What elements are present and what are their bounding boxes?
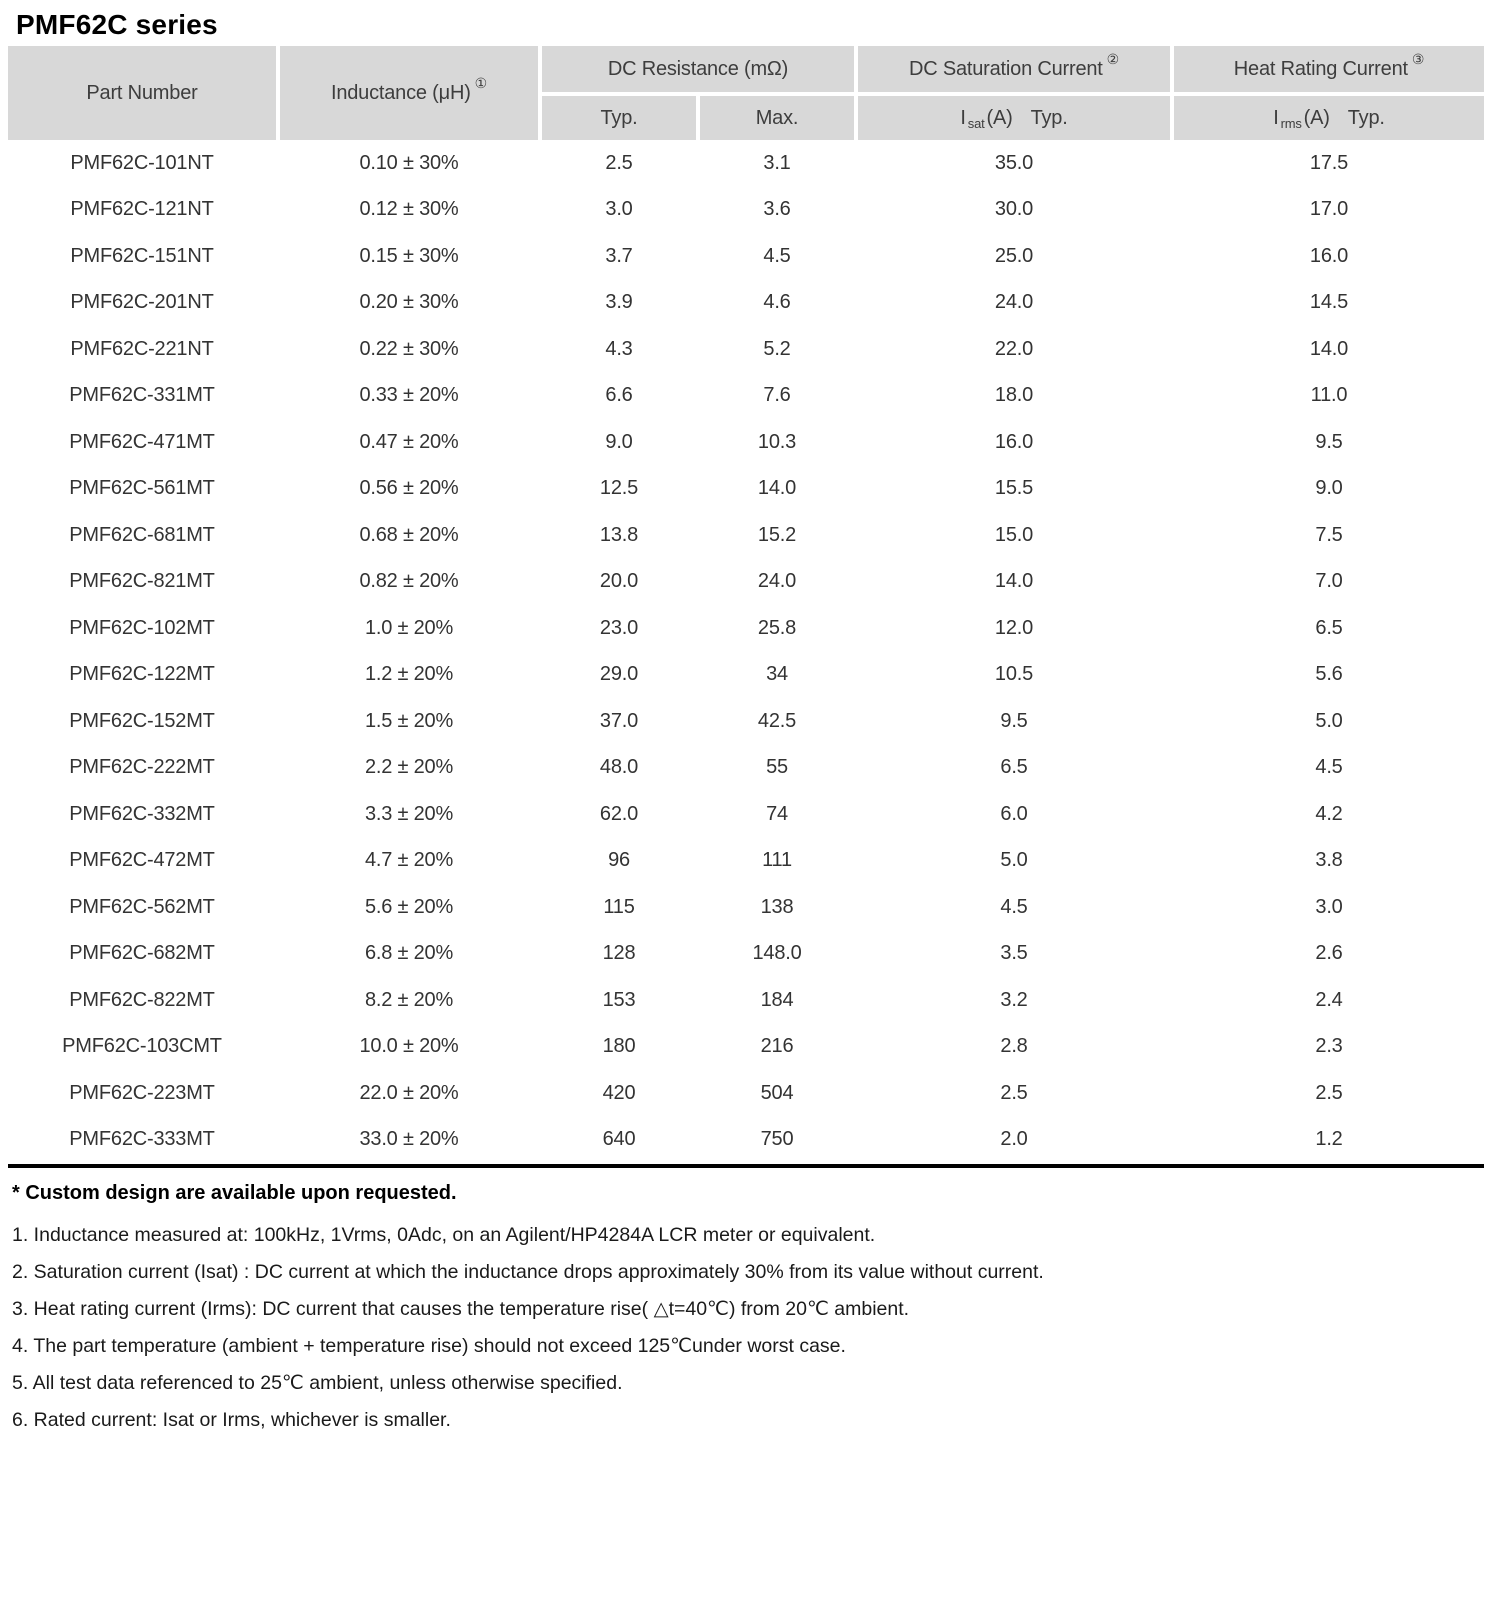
cell-max: 504 <box>760 1081 794 1104</box>
table-row <box>8 605 1484 652</box>
table-row <box>8 791 1484 838</box>
cell-inductance: 5.6 ± 20% <box>364 895 454 918</box>
table-row <box>8 280 1484 327</box>
isat-typ-label: Typ. <box>1030 106 1068 129</box>
table-row <box>8 1024 1484 1071</box>
header-heat-rating-label: Heat Rating Current <box>1233 57 1408 80</box>
cell-isat: 4.5 <box>1000 895 1028 918</box>
cell-inductance: 0.82 ± 20% <box>359 570 459 593</box>
cell-inductance: 2.2 ± 20% <box>364 756 454 779</box>
cell-max: 4.6 <box>763 291 791 314</box>
cell-part: PMF62C-561MT <box>69 477 215 500</box>
cell-irms: 2.3 <box>1315 1035 1343 1058</box>
cell-part: PMF62C-682MT <box>69 942 215 965</box>
cell-irms: 11.0 <box>1310 384 1348 407</box>
cell-irms: 9.5 <box>1315 430 1343 453</box>
custom-design-note: * Custom design are available upon requested. <box>12 1182 457 1204</box>
cell-inductance: 4.7 ± 20% <box>364 849 454 872</box>
cell-inductance: 10.0 ± 20% <box>359 1035 459 1058</box>
table-bottom-rule <box>8 1164 1484 1168</box>
note-line: 3. Heat rating current (Irms): DC current that causes the temperature rise( △t=40℃) from 20℃ ambient. <box>12 1298 910 1320</box>
cell-typ: 48.0 <box>599 756 639 779</box>
cell-irms: 2.4 <box>1315 988 1343 1011</box>
cell-typ: 180 <box>602 1035 636 1058</box>
header-dc-saturation-label: DC Saturation Current <box>908 57 1103 80</box>
isat-unit: (A) <box>986 106 1013 129</box>
cell-part: PMF62C-471MT <box>69 430 215 453</box>
table-row <box>8 698 1484 745</box>
header-dc-resistance-label: DC Resistance (mΩ) <box>607 57 789 80</box>
table-row <box>8 884 1484 931</box>
header-part-number <box>8 46 276 140</box>
cell-max: 10.3 <box>757 430 797 453</box>
table-row <box>8 559 1484 606</box>
cell-irms: 5.6 <box>1315 663 1343 686</box>
cell-isat: 3.2 <box>1000 988 1028 1011</box>
cell-inductance: 1.0 ± 20% <box>364 616 454 639</box>
cell-irms: 4.5 <box>1315 756 1343 779</box>
header-max <box>700 96 854 140</box>
cell-typ: 420 <box>602 1081 636 1104</box>
header-irms <box>1174 96 1484 140</box>
cell-max: 3.1 <box>763 151 791 174</box>
cell-typ: 3.7 <box>605 244 633 267</box>
cell-isat: 6.0 <box>1000 802 1028 825</box>
table-row <box>8 466 1484 513</box>
cell-typ: 29.0 <box>599 663 639 686</box>
cell-typ: 3.0 <box>605 198 633 221</box>
cell-max: 5.2 <box>763 337 791 360</box>
cell-irms: 6.5 <box>1315 616 1343 639</box>
table-row <box>8 745 1484 792</box>
cell-part: PMF62C-822MT <box>69 988 215 1011</box>
table-row <box>8 419 1484 466</box>
table-row <box>8 373 1484 420</box>
header-max-label: Max. <box>755 106 799 129</box>
cell-isat: 24.0 <box>994 291 1034 314</box>
isat-symbol: I <box>960 106 966 129</box>
cell-max: 750 <box>760 1128 794 1151</box>
cell-irms: 3.8 <box>1315 849 1343 872</box>
cell-inductance: 1.2 ± 20% <box>364 663 454 686</box>
irms-typ-label: Typ. <box>1347 106 1385 129</box>
cell-isat: 25.0 <box>994 244 1034 267</box>
cell-isat: 10.5 <box>994 663 1034 686</box>
cell-inductance: 0.33 ± 20% <box>359 384 459 407</box>
cell-part: PMF62C-562MT <box>69 895 215 918</box>
cell-max: 138 <box>760 895 794 918</box>
cell-inductance: 22.0 ± 20% <box>359 1081 459 1104</box>
cell-max: 111 <box>762 849 792 872</box>
footnotes <box>10 1182 1502 1439</box>
cell-isat: 14.0 <box>994 570 1034 593</box>
cell-part: PMF62C-332MT <box>69 802 215 825</box>
cell-irms: 9.0 <box>1315 477 1343 500</box>
cell-isat: 9.5 <box>1000 709 1028 732</box>
cell-isat: 15.0 <box>994 523 1034 546</box>
cell-part: PMF62C-101NT <box>70 151 214 174</box>
table-row <box>8 1117 1484 1164</box>
cell-typ: 20.0 <box>599 570 639 593</box>
cell-max: 4.5 <box>763 244 791 267</box>
cell-max: 7.6 <box>763 384 791 407</box>
cell-isat: 12.0 <box>994 616 1034 639</box>
cell-typ: 115 <box>603 895 635 918</box>
header-inductance-label: Inductance (μH) <box>330 81 471 104</box>
cell-isat: 30.0 <box>994 198 1034 221</box>
cell-isat: 2.0 <box>1000 1128 1028 1151</box>
cell-inductance: 6.8 ± 20% <box>364 942 454 965</box>
cell-typ: 6.6 <box>605 384 633 407</box>
cell-part: PMF62C-102MT <box>69 616 215 639</box>
page-title: PMF62C series <box>16 9 218 40</box>
cell-irms: 16.0 <box>1309 244 1349 267</box>
header-heat-rating <box>1174 46 1484 92</box>
header-typ <box>542 96 696 140</box>
cell-isat: 6.5 <box>1000 756 1028 779</box>
cell-isat: 5.0 <box>1000 849 1028 872</box>
cell-typ: 153 <box>602 988 636 1011</box>
irms-symbol: I <box>1273 106 1279 129</box>
cell-typ: 96 <box>608 849 630 872</box>
cell-max: 14.0 <box>757 477 797 500</box>
note-line: 5. All test data referenced to 25℃ ambient, unless otherwise specified. <box>12 1372 623 1394</box>
cell-max: 74 <box>766 802 788 825</box>
table-row <box>8 977 1484 1024</box>
cell-part: PMF62C-222MT <box>69 756 215 779</box>
cell-inductance: 0.15 ± 30% <box>359 244 459 267</box>
cell-max: 42.5 <box>757 709 797 732</box>
table-row <box>8 1070 1484 1117</box>
note-line: 1. Inductance measured at: 100kHz, 1Vrms, 0Adc, on an Agilent/HP4284A LCR meter or equivalent. <box>12 1224 876 1246</box>
cell-inductance: 3.3 ± 20% <box>364 802 454 825</box>
cell-part: PMF62C-201NT <box>70 291 214 314</box>
cell-isat: 18.0 <box>994 384 1034 407</box>
cell-typ: 3.9 <box>605 291 633 314</box>
cell-isat: 2.5 <box>1000 1081 1028 1104</box>
cell-part: PMF62C-103CMT <box>62 1035 222 1058</box>
cell-inductance: 0.68 ± 20% <box>359 523 459 546</box>
header-dc-saturation <box>858 46 1170 92</box>
irms-subscript: rms <box>1280 115 1302 131</box>
cell-inductance: 0.12 ± 30% <box>359 198 459 221</box>
cell-max: 34 <box>766 663 788 686</box>
cell-typ: 62.0 <box>599 802 639 825</box>
cell-part: PMF62C-331MT <box>69 384 215 407</box>
note-line: 4. The part temperature (ambient + temperature rise) should not exceed 125℃under worst case. <box>12 1335 846 1357</box>
header-part-number-label: Part Number <box>86 81 198 104</box>
cell-part: PMF62C-223MT <box>69 1081 215 1104</box>
table-row <box>8 233 1484 280</box>
cell-part: PMF62C-152MT <box>69 709 215 732</box>
cell-irms: 17.0 <box>1309 198 1349 221</box>
cell-irms: 1.2 <box>1315 1128 1343 1151</box>
irms-unit: (A) <box>1303 106 1330 129</box>
header-dc-resistance <box>542 46 854 92</box>
cell-typ: 640 <box>602 1128 636 1151</box>
footnote-ref-2-icon: ② <box>1106 50 1120 67</box>
cell-typ: 9.0 <box>605 430 633 453</box>
table-row <box>8 838 1484 885</box>
cell-irms: 2.5 <box>1315 1081 1343 1104</box>
cell-irms: 14.5 <box>1309 291 1349 314</box>
table-row <box>8 326 1484 373</box>
cell-isat: 16.0 <box>994 430 1034 453</box>
table-body <box>8 140 1484 1163</box>
cell-irms: 5.0 <box>1315 709 1343 732</box>
cell-typ: 12.5 <box>599 477 639 500</box>
footnote-ref-3-icon: ③ <box>1411 50 1425 67</box>
cell-typ: 4.3 <box>605 337 633 360</box>
cell-isat: 22.0 <box>994 337 1034 360</box>
cell-irms: 2.6 <box>1315 942 1343 965</box>
cell-typ: 37.0 <box>599 709 639 732</box>
cell-max: 184 <box>760 988 794 1011</box>
cell-irms: 7.5 <box>1315 523 1343 546</box>
cell-inductance: 0.22 ± 30% <box>359 337 459 360</box>
cell-max: 3.6 <box>763 198 791 221</box>
cell-part: PMF62C-472MT <box>69 849 215 872</box>
cell-part: PMF62C-681MT <box>69 523 215 546</box>
table-header <box>8 46 1484 140</box>
cell-irms: 3.0 <box>1315 895 1343 918</box>
isat-subscript: sat <box>967 115 985 131</box>
cell-max: 216 <box>760 1035 794 1058</box>
cell-inductance: 8.2 ± 20% <box>364 988 454 1011</box>
notes-list <box>10 1217 1502 1439</box>
cell-typ: 2.5 <box>605 151 633 174</box>
cell-inductance: 0.56 ± 20% <box>359 477 459 500</box>
cell-inductance: 0.10 ± 30% <box>359 151 459 174</box>
footnote-ref-1-icon: ① <box>474 74 488 91</box>
table-row <box>8 512 1484 559</box>
cell-max: 148.0 <box>752 942 802 965</box>
cell-max: 15.2 <box>757 523 797 546</box>
cell-irms: 4.2 <box>1315 802 1343 825</box>
cell-irms: 17.5 <box>1309 151 1349 174</box>
cell-part: PMF62C-121NT <box>70 198 214 221</box>
cell-part: PMF62C-151NT <box>70 244 214 267</box>
cell-isat: 3.5 <box>1000 942 1028 965</box>
cell-isat: 2.8 <box>1000 1035 1028 1058</box>
cell-max: 55 <box>766 756 788 779</box>
cell-inductance: 1.5 ± 20% <box>364 709 454 732</box>
cell-part: PMF62C-221NT <box>70 337 214 360</box>
note-line: 2. Saturation current (Isat) : DC current at which the inductance drops approximately 30% from its value without current. <box>12 1261 1044 1283</box>
cell-typ: 13.8 <box>599 523 639 546</box>
cell-inductance: 0.20 ± 30% <box>359 291 459 314</box>
cell-inductance: 0.47 ± 20% <box>359 430 459 453</box>
cell-part: PMF62C-333MT <box>69 1128 215 1151</box>
spec-table <box>8 46 1484 1168</box>
cell-irms: 7.0 <box>1315 570 1343 593</box>
cell-irms: 14.0 <box>1309 337 1349 360</box>
cell-isat: 15.5 <box>994 477 1034 500</box>
cell-typ: 23.0 <box>599 616 639 639</box>
cell-max: 25.8 <box>757 616 797 639</box>
cell-max: 24.0 <box>757 570 797 593</box>
cell-typ: 128 <box>602 942 636 965</box>
note-line: 6. Rated current: Isat or Irms, whichever is smaller. <box>12 1409 451 1431</box>
header-typ-label: Typ. <box>600 106 638 129</box>
table-row <box>8 931 1484 978</box>
header-inductance <box>280 46 538 140</box>
cell-part: PMF62C-821MT <box>69 570 215 593</box>
cell-isat: 35.0 <box>994 151 1034 174</box>
table-row <box>8 187 1484 234</box>
cell-inductance: 33.0 ± 20% <box>359 1128 459 1151</box>
table-row <box>8 140 1484 187</box>
table-row <box>8 652 1484 699</box>
header-isat <box>858 96 1170 140</box>
cell-part: PMF62C-122MT <box>69 663 215 686</box>
